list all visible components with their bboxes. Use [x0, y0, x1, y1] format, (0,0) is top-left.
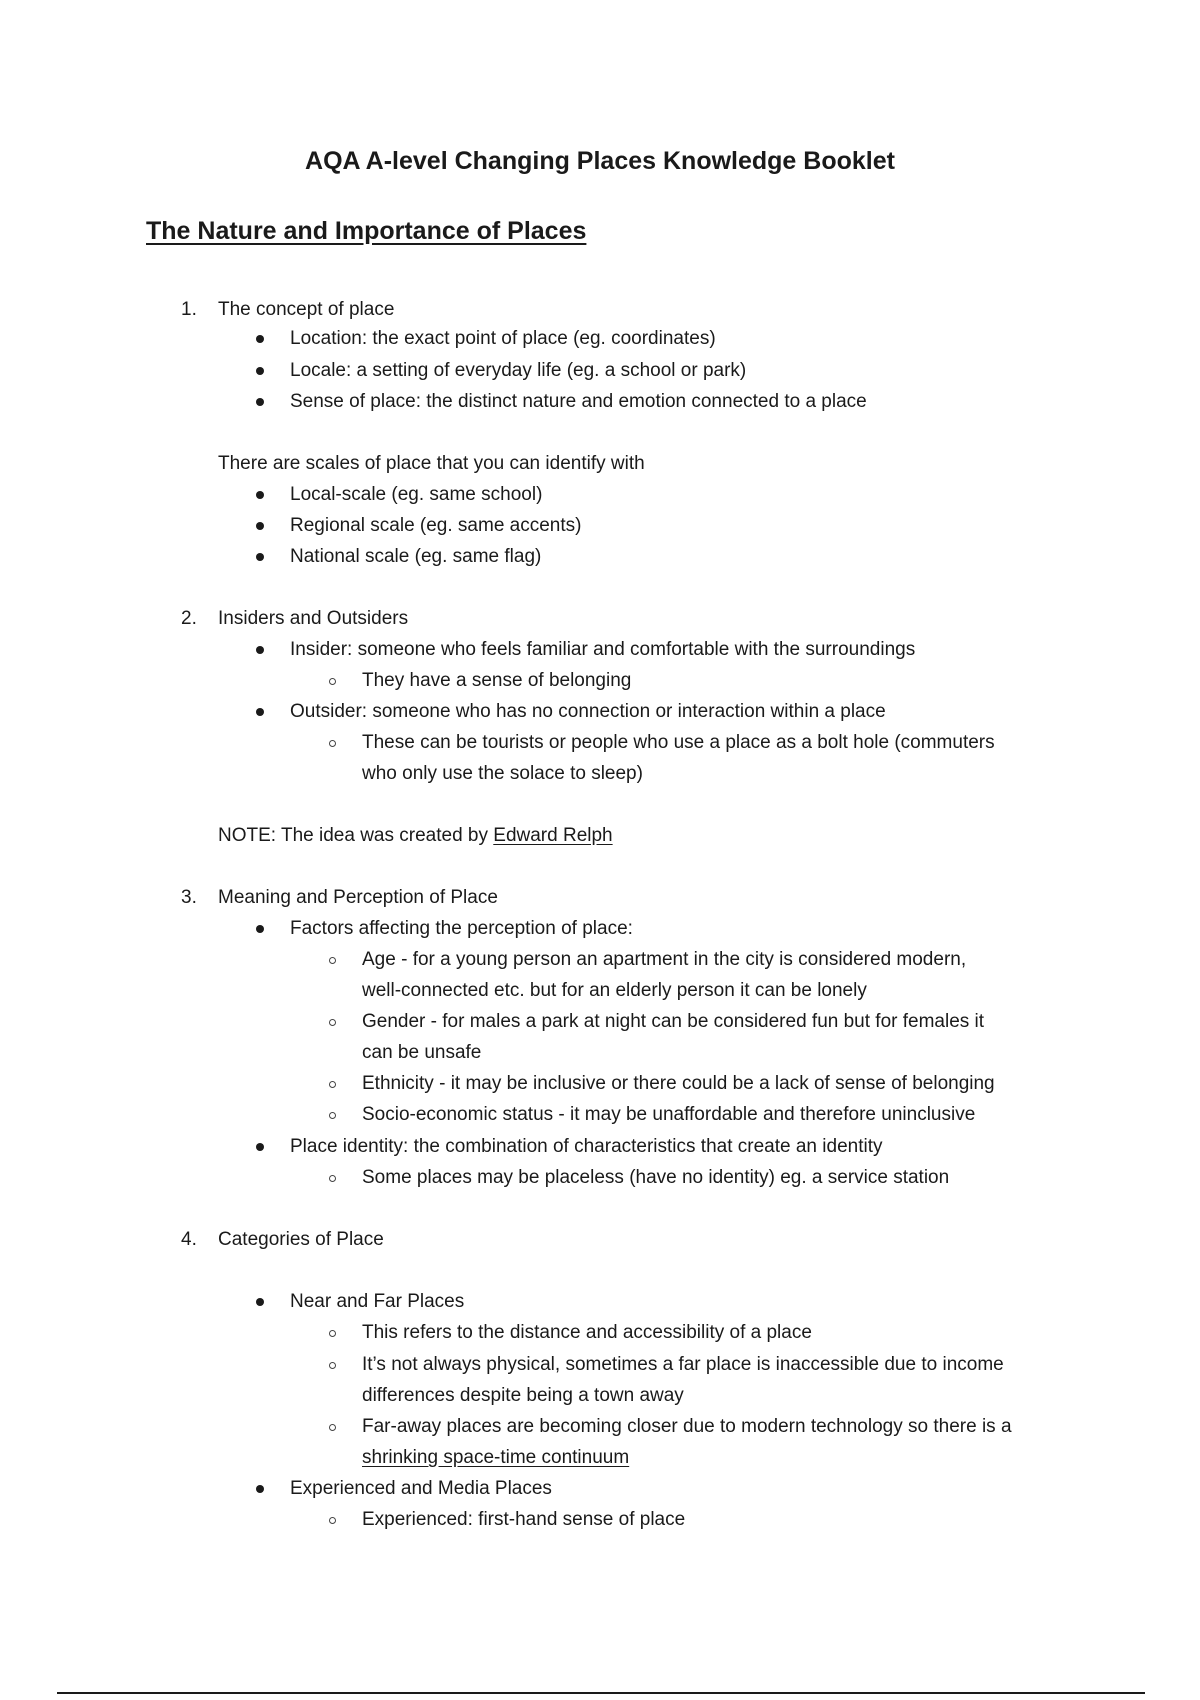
bullet-icon	[256, 335, 264, 343]
sub-list-item: Experienced: first-hand sense of place	[362, 1509, 686, 1530]
note-prefix: NOTE: The idea was created by	[218, 825, 494, 846]
sub-bullet-icon	[329, 1517, 336, 1524]
sub-bullet-icon	[329, 957, 336, 964]
sub-list-item-continued: who only use the solace to sleep)	[362, 763, 643, 784]
sub-bullet-icon	[329, 1330, 336, 1337]
bullet-icon	[256, 1485, 264, 1493]
list-item: Outsider: someone who has no connection or interaction within a place	[290, 701, 886, 722]
list-item: Sense of place: the distinct nature and emotion connected to a place	[290, 391, 867, 412]
list-item: Insider: someone who feels familiar and comfortable with the surroundings	[290, 639, 916, 660]
list-item: Near and Far Places	[290, 1291, 465, 1312]
bullet-icon	[256, 646, 264, 654]
sub-list-item-continued: well-connected etc. but for an elderly person it can be lonely	[362, 980, 867, 1001]
sub-list-item: Socio-economic status - it may be unaffordable and therefore uninclusive	[362, 1104, 976, 1125]
list-item: Location: the exact point of place (eg. coordinates)	[290, 328, 716, 349]
sub-list-item: This refers to the distance and accessibility of a place	[362, 1322, 812, 1343]
note-line	[218, 824, 613, 848]
sub-bullet-icon	[329, 678, 336, 685]
bullet-icon	[256, 1298, 264, 1306]
sub-list-item: These can be tourists or people who use a place as a bolt hole (commuters	[362, 732, 995, 753]
bullet-icon	[256, 398, 264, 406]
list-item: Experienced and Media Places	[290, 1478, 552, 1499]
scales-intro: There are scales of place that you can identify with	[218, 453, 645, 474]
note-author: Edward Relph	[493, 825, 613, 846]
sub-bullet-icon	[329, 1081, 336, 1088]
bullet-icon	[256, 925, 264, 933]
sub-list-item: Far-away places are becoming closer due to modern technology so there is a	[362, 1416, 1012, 1437]
footer-divider	[57, 1692, 1145, 1694]
sub-list-item: It’s not always physical, sometimes a far place is inaccessible due to income	[362, 1354, 1004, 1375]
bullet-icon	[256, 553, 264, 561]
sub-bullet-icon	[329, 1112, 336, 1119]
sub-list-item: Ethnicity - it may be inclusive or there could be a lack of sense of belonging	[362, 1073, 995, 1094]
shrinking-space-time-term: shrinking space-time continuum	[362, 1447, 630, 1468]
sub-list-item: Some places may be placeless (have no identity) eg. a service station	[362, 1167, 950, 1188]
section-4-title: Categories of Place	[218, 1229, 384, 1250]
list-item: Locale: a setting of everyday life (eg. a school or park)	[290, 360, 747, 381]
section-heading: The Nature and Importance of Places	[146, 217, 587, 245]
section-2-title: Insiders and Outsiders	[218, 608, 409, 629]
sub-list-item: Gender - for males a park at night can be considered fun but for females it	[362, 1011, 985, 1032]
bullet-icon	[256, 491, 264, 499]
list-item: Factors affecting the perception of place:	[290, 918, 633, 939]
section-4-number: 4.	[181, 1229, 197, 1250]
sub-list-item: They have a sense of belonging	[362, 670, 632, 691]
sub-bullet-icon	[329, 1424, 336, 1431]
sub-list-item-continued: can be unsafe	[362, 1042, 482, 1063]
section-3-title: Meaning and Perception of Place	[218, 887, 498, 908]
sub-bullet-icon	[329, 1362, 336, 1369]
section-1-number: 1.	[181, 299, 197, 320]
list-item: Local-scale (eg. same school)	[290, 484, 543, 505]
list-item: Place identity: the combination of characteristics that create an identity	[290, 1136, 883, 1157]
list-item: National scale (eg. same flag)	[290, 546, 542, 567]
bullet-icon	[256, 1143, 264, 1151]
bullet-icon	[256, 708, 264, 716]
section-3-number: 3.	[181, 887, 197, 908]
sub-bullet-icon	[329, 1019, 336, 1026]
document-title: AQA A-level Changing Places Knowledge Booklet	[305, 147, 895, 175]
sub-list-item: Age - for a young person an apartment in the city is considered modern,	[362, 949, 967, 970]
list-item: Regional scale (eg. same accents)	[290, 515, 582, 536]
section-2-number: 2.	[181, 608, 197, 629]
sub-list-item-continued: differences despite being a town away	[362, 1385, 684, 1406]
bullet-icon	[256, 367, 264, 375]
sub-bullet-icon	[329, 740, 336, 747]
section-1-title: The concept of place	[218, 299, 395, 320]
bullet-icon	[256, 522, 264, 530]
sub-bullet-icon	[329, 1175, 336, 1182]
